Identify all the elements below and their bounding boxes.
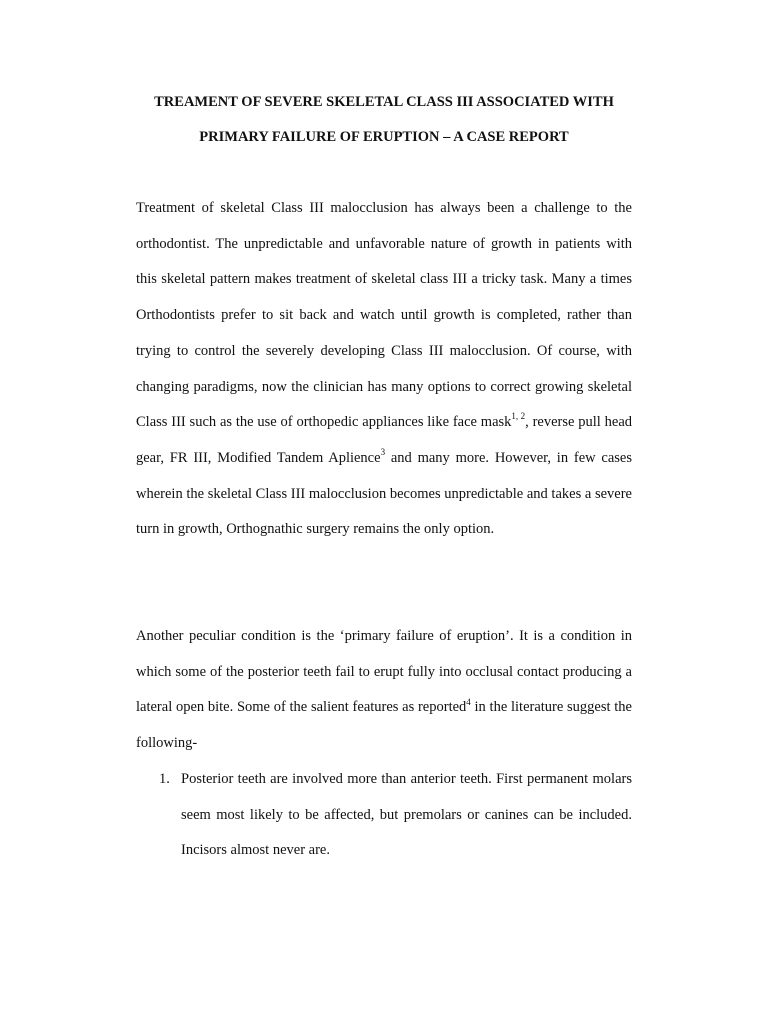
paragraph-1-text-b: , reverse pull head gear, FR III, Modified Tandem Aplience bbox=[136, 414, 633, 466]
paragraph-2-text-a: Another peculiar condition is the ‘primary failure of eruption’. It is a condition in which some of the posterior teeth fail to erupt fully into occlusal contact producing a lateral open bite. Some of the salient features as reported bbox=[136, 628, 632, 716]
citation-1-2: 1, 2 bbox=[511, 411, 526, 422]
paragraph-1 bbox=[136, 191, 632, 548]
paragraph-2 bbox=[136, 619, 632, 762]
citation-3: 3 bbox=[380, 447, 386, 458]
citation-4: 4 bbox=[466, 696, 471, 707]
list-item bbox=[136, 762, 632, 869]
list-item-number: 1. bbox=[159, 771, 170, 787]
document-title-line-1: TREAMENT OF SEVERE SKELETAL CLASS III ASSOCIATED WITH bbox=[154, 94, 614, 110]
features-list bbox=[136, 762, 632, 869]
paragraph-1-text-c: and many more. However, in few cases wherein the skeletal Class III malocclusion becomes unpredictable and takes a severe turn in growth, Orthognathic surgery remains the only option. bbox=[136, 449, 632, 538]
document-title-line-2: PRIMARY FAILURE OF ERUPTION – A CASE REPORT bbox=[199, 129, 569, 145]
list-item-text: Posterior teeth are involved more than anterior teeth. First permanent molars seem most likely to be affected, but premolars or canines can be included. Incisors almost never are. bbox=[181, 771, 632, 859]
paragraph-2-text-b: in the literature suggest the following- bbox=[136, 699, 632, 752]
paragraph-1-text-a: Treatment of skeletal Class III malocclusion has always been a challenge to the orthodontist. The unpredictable and unfavorable nature of growth in patients with this skeletal pattern makes treatment of skeletal class III a tricky task. Many a times Orthodontists prefer to sit back and watch until growth is completed, rather than trying to control the severely developing Class III malocclusion. Of course, with changing paradigms, now the clinician has many options to correct growing skeletal Class III such as the use of orthopedic appliances like face mask bbox=[136, 200, 632, 431]
